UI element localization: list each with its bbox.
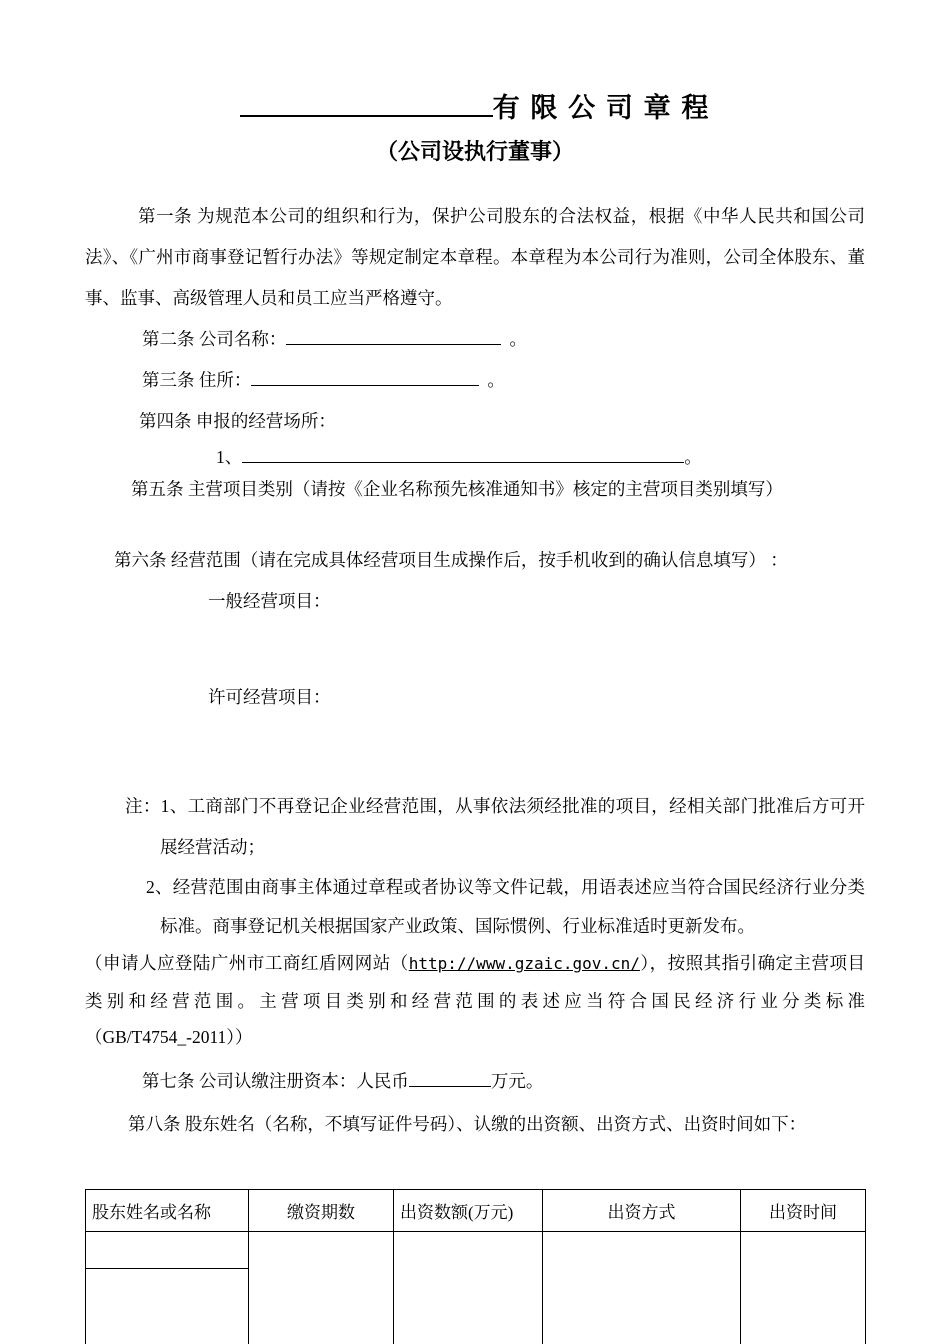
article-2-label: 第二条 公司名称：: [142, 329, 287, 349]
cell-method: [543, 1268, 741, 1344]
document-title-row: [85, 0, 865, 125]
cell-time: [741, 1231, 866, 1268]
article-6: 第六条 经营范围（请在完成具体经营项目生成操作后，按手机收到的确认信息填写） ：: [114, 550, 788, 570]
article-7-suffix: 万元。: [490, 1070, 544, 1091]
article-3-period: 。: [487, 370, 505, 390]
article-4-item-period: 。: [684, 447, 702, 467]
cell-shareholder-name: [86, 1268, 249, 1344]
cell-shareholder-name: [86, 1231, 249, 1268]
article-1: 第一条 为规范本公司的组织和行为，保护公司股东的合法权益，根据《中华人民共和国公司法》、《广州市商事登记暂行办法》等规定制定本章程。本章程为本公司行为准则，公司全体股东、董事、监事、高级管理人员和员工应当严格遵守。: [85, 206, 865, 308]
table-row: [86, 1231, 866, 1268]
address-blank: [251, 368, 479, 386]
article-7: [85, 1061, 865, 1102]
cell-installment: [249, 1268, 394, 1344]
article-2-period: 。: [509, 329, 527, 349]
article-4-item-label: 1、: [216, 447, 243, 467]
header-installment: 缴资期数: [249, 1189, 394, 1231]
shareholders-table-header-row: [86, 1189, 866, 1231]
header-amount: 出资数额(万元): [394, 1189, 543, 1231]
cell-time: [741, 1268, 866, 1344]
article-4-item-1: [85, 442, 865, 473]
business-place-blank: [242, 445, 684, 463]
document-subtitle: （公司设执行董事）: [375, 139, 574, 164]
header-shareholder-name: 股东姓名或名称: [86, 1189, 249, 1231]
article-8: 第八条 股东姓名（名称，不填写证件号码）、认缴的出资额、出资方式、出资时间如下：: [128, 1113, 807, 1134]
article-5: 第五条 主营项目类别（请按《企业名称预先核准通知书》核定的主营项目类别填写）: [131, 479, 783, 499]
note-1: 注：1、工商部门不再登记企业经营范围，从事依法须经批准的项目，经相关部门批准后方可开展经营活动；: [125, 796, 865, 857]
company-name-blank: [286, 327, 501, 345]
cell-method: [543, 1231, 741, 1268]
note-2: 2、经营范围由商事主体通过章程或者协议等文件记载，用语表述应当符合国民经济行业分类标准。商事登记机关根据国家产业政策、国际惯例、行业标准适时更新发布。: [146, 877, 865, 936]
article-4: 第四条 申报的经营场所：: [139, 411, 336, 431]
general-business-items-label: 一般经营项目：: [208, 591, 331, 611]
shareholders-table: [85, 1189, 866, 1344]
article-7-label: 第七条 公司认缴注册资本：人民币: [142, 1070, 409, 1091]
header-method: 出资方式: [543, 1189, 741, 1231]
application-note: [85, 945, 865, 1056]
cell-installment: [249, 1231, 394, 1268]
application-note-post: ），按照其指引确定主营项目类别和经营范围。主营项目类别和经营范围的表述应当符合国民经济行业分类标准（GB/T4754_-2011））: [85, 953, 866, 1047]
article-3-label: 第三条 住所：: [142, 370, 252, 390]
header-time: 出资时间: [741, 1189, 866, 1231]
shareholders-table-wrap: [85, 1189, 865, 1344]
licensed-business-items-label: 许可经营项目：: [208, 687, 331, 707]
gzaic-url-link[interactable]: http://www.gzaic.gov.cn/: [408, 954, 640, 973]
cell-amount: [394, 1231, 543, 1268]
cell-amount: [394, 1268, 543, 1344]
application-note-pre: （申请人应登陆广州市工商红盾网网站（: [85, 953, 409, 973]
article-2: [85, 319, 865, 360]
document-title: 有 限 公 司 章 程: [492, 93, 711, 123]
article-3: [85, 360, 865, 401]
registered-capital-blank: [409, 1068, 491, 1086]
table-row: [86, 1268, 866, 1344]
title-blank-line: [240, 87, 493, 117]
